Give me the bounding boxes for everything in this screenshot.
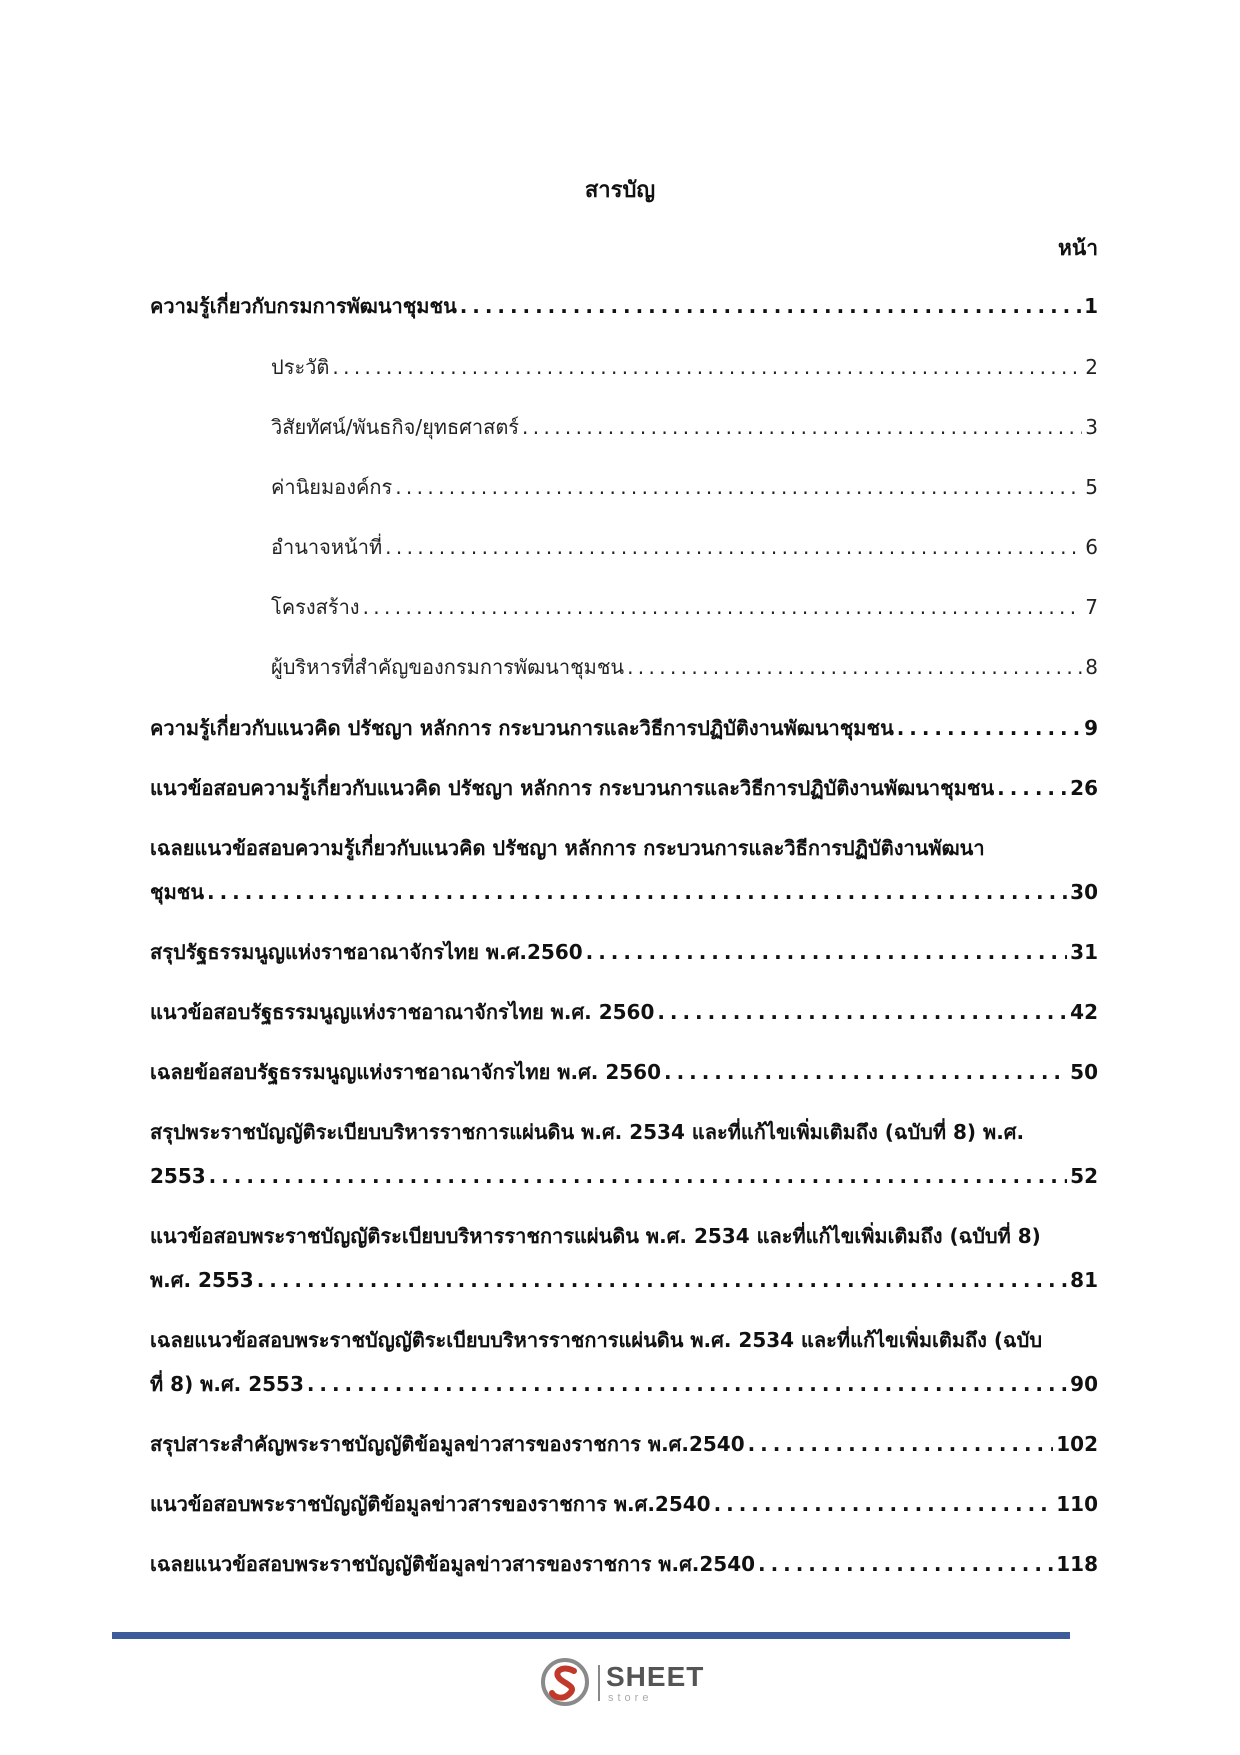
toc-entry-page: 102 <box>1056 1432 1098 1456</box>
toc-entry-page: 81 <box>1070 1268 1098 1292</box>
toc-entry[interactable] <box>150 1326 1098 1398</box>
toc-entry-page: 2 <box>1085 355 1098 379</box>
sheet-logo-icon <box>540 1657 590 1707</box>
toc-entry-title: ผู้บริหารที่สำคัญของกรมการพัฒนาชุมชน <box>271 655 625 679</box>
toc-leader <box>207 878 1067 906</box>
toc-entry-title: แนวข้อสอบความรู้เกี่ยวกับแนวคิด ปรัชญา หลักการ กระบวนการและวิธีการปฏิบัติงานพัฒนาชุมชน <box>150 776 995 800</box>
toc-entry[interactable] <box>150 1222 1098 1294</box>
toc-entry-page: 7 <box>1085 595 1098 619</box>
toc-entry-title-line1: สรุปพระราชบัญญัติระเบียบบริหารราชการแผ่นดิน พ.ศ. 2534 และที่แก้ไขเพิ่มเติมถึง (ฉบับที่ 8) พ.ศ. <box>150 1120 1025 1144</box>
toc-entry-title: ความรู้เกี่ยวกับกรมการพัฒนาชุมชน <box>150 294 457 318</box>
toc-leader <box>758 1550 1053 1578</box>
toc-entry-title: สรุปรัฐธรรมนูญแห่งราชอาณาจักรไทย พ.ศ.2560 <box>150 940 583 964</box>
toc-entry-page: 50 <box>1070 1060 1098 1084</box>
toc-subentry[interactable] <box>271 353 1098 381</box>
toc-entry-page: 8 <box>1085 655 1098 679</box>
toc-entry-page: 30 <box>1070 880 1098 904</box>
toc-entry-title: วิสัยทัศน์/พันธกิจ/ยุทธศาสตร์ <box>271 415 520 439</box>
toc-entry-title: ที่ 8) พ.ศ. 2553 <box>150 1372 304 1396</box>
footer-rule <box>112 1632 1070 1639</box>
toc-leader <box>748 1430 1054 1458</box>
toc-entry-title: แนวข้อสอบพระราชบัญญัติข้อมูลข่าวสารของราชการ พ.ศ.2540 <box>150 1492 711 1516</box>
toc-entry-page: 6 <box>1085 535 1098 559</box>
toc-entry-title-line1: แนวข้อสอบพระราชบัญญัติระเบียบบริหารราชการแผ่นดิน พ.ศ. 2534 และที่แก้ไขเพิ่มเติมถึง (ฉบับที่ 8) <box>150 1224 1041 1248</box>
toc-leader <box>307 1370 1067 1398</box>
toc-entry[interactable] <box>150 774 1098 802</box>
toc-entry-title-line1: เฉลยแนวข้อสอบความรู้เกี่ยวกับแนวคิด ปรัชญา หลักการ กระบวนการและวิธีการปฏิบัติงานพัฒนา <box>150 836 985 860</box>
page-column-label: หน้า <box>1058 236 1098 260</box>
toc-entry-page: 90 <box>1070 1372 1098 1396</box>
toc-leader <box>363 593 1083 621</box>
toc-entry-page: 3 <box>1085 415 1098 439</box>
toc-entry-title: โครงสร้าง <box>271 595 360 619</box>
toc-entry-title-line1: เฉลยแนวข้อสอบพระราชบัญญัติระเบียบบริหารราชการแผ่นดิน พ.ศ. 2534 และที่แก้ไขเพิ่มเติมถึง (ฉบับ <box>150 1328 1043 1352</box>
toc-entry-title: อำนาจหน้าที่ <box>271 535 383 559</box>
toc-entry-page: 1 <box>1084 294 1098 318</box>
toc-entry-page: 110 <box>1056 1492 1098 1516</box>
toc-entry-title: แนวข้อสอบรัฐธรรมนูญแห่งราชอาณาจักรไทย พ.ศ. 2560 <box>150 1000 655 1024</box>
toc-leader <box>714 1490 1054 1518</box>
toc-leader <box>395 473 1082 501</box>
toc-leader <box>257 1266 1067 1294</box>
toc-entry-title: 2553 <box>150 1164 206 1188</box>
toc-leader <box>657 998 1067 1026</box>
toc-leader <box>522 413 1082 441</box>
toc-subentry[interactable] <box>271 593 1098 621</box>
toc-entry-title: ความรู้เกี่ยวกับแนวคิด ปรัชญา หลักการ กระบวนการและวิธีการปฏิบัติงานพัฒนาชุมชน <box>150 716 894 740</box>
toc-entry-title: ประวัติ <box>271 355 330 379</box>
toc-entry[interactable] <box>150 1058 1098 1086</box>
toc-leader <box>997 774 1067 802</box>
toc-entry[interactable] <box>150 938 1098 966</box>
toc-entry-title: เฉลยแนวข้อสอบพระราชบัญญัติข้อมูลข่าวสารของราชการ พ.ศ.2540 <box>150 1552 756 1576</box>
toc-entry-page: 9 <box>1084 716 1098 740</box>
toc-entry-page: 26 <box>1070 776 1098 800</box>
logo-separator <box>598 1665 600 1701</box>
toc-leader <box>209 1162 1067 1190</box>
toc-entry[interactable] <box>150 292 1098 320</box>
toc-subentry[interactable] <box>271 413 1098 441</box>
toc-subentry[interactable] <box>271 533 1098 561</box>
sheet-store-logo <box>540 1657 710 1707</box>
logo-wordmark: SHEET <box>606 1661 705 1692</box>
toc-leader <box>332 353 1082 381</box>
toc-entry[interactable] <box>150 1118 1098 1190</box>
toc-entry-title: สรุปสาระสำคัญพระราชบัญญัติข้อมูลข่าวสารของราชการ พ.ศ.2540 <box>150 1432 745 1456</box>
toc-entry[interactable] <box>150 714 1098 742</box>
toc-subentry[interactable] <box>271 653 1098 681</box>
toc-leader <box>586 938 1068 966</box>
toc-entry-page: 5 <box>1085 475 1098 499</box>
page-title: สารบัญ <box>584 178 656 203</box>
toc-entry[interactable] <box>150 998 1098 1026</box>
toc-entry-title: ชุมชน <box>150 880 205 904</box>
toc-leader <box>664 1058 1067 1086</box>
toc-leader <box>460 292 1081 320</box>
toc-entry-page: 42 <box>1070 1000 1098 1024</box>
toc-entry[interactable] <box>150 1490 1098 1518</box>
toc-entry[interactable] <box>150 1430 1098 1458</box>
toc-entry-page: 118 <box>1056 1552 1098 1576</box>
toc-entry[interactable] <box>150 834 1098 906</box>
toc-leader <box>627 653 1082 681</box>
toc-entry-title: เฉลยข้อสอบรัฐธรรมนูญแห่งราชอาณาจักรไทย พ.ศ. 2560 <box>150 1060 662 1084</box>
toc-leader <box>385 533 1082 561</box>
toc-entry-page: 52 <box>1070 1164 1098 1188</box>
toc-leader <box>897 714 1081 742</box>
toc-entry-title: พ.ศ. 2553 <box>150 1268 254 1292</box>
logo-subtext: store <box>608 1692 653 1704</box>
toc-entry-page: 31 <box>1070 940 1098 964</box>
toc-entry[interactable] <box>150 1550 1098 1578</box>
toc-subentry[interactable] <box>271 473 1098 501</box>
toc-entry-title: ค่านิยมองค์กร <box>271 475 393 499</box>
